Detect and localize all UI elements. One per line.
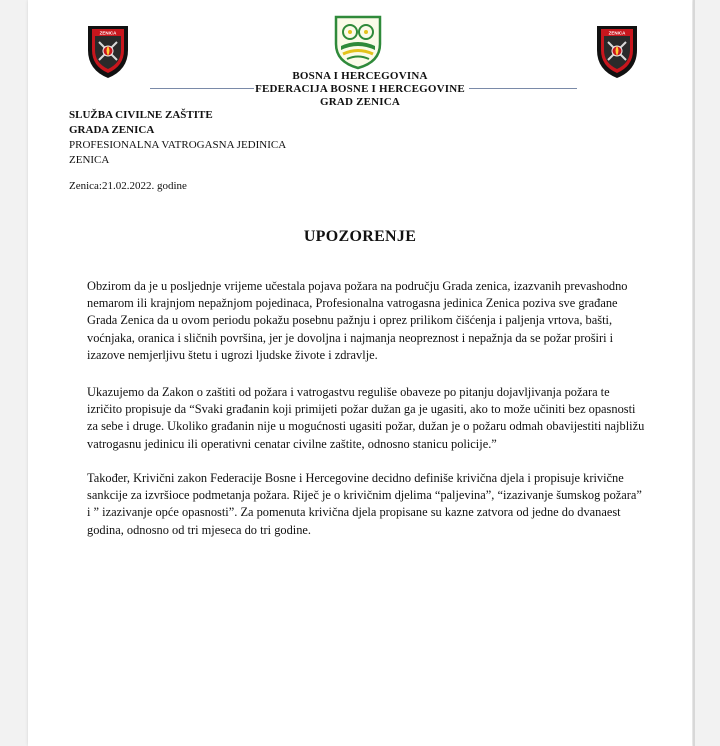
organization-service: SLUŽBA CIVILNE ZAŠTITE bbox=[69, 109, 213, 121]
letterhead-city: GRAD ZENICA bbox=[319, 96, 401, 108]
paragraph-2: Ukazujemo da Zakon o zaštiti od požara i vatrogastvu reguliše obaveze po pitanju dojavljivanja požara te izričito propisuje da “Svaki građanin koji primijeti požar dužan ga je ugasiti, ako to može učiniti bez opasnosti za sebe i druge. Ukoliko građanin nije u mogućnosti ugasiti požar, dužan je o požaru odmah obavijestiti najbližu vatrogasnu jedinicu ili operativni cenatar civilne zaštite, odnosno stanicu policije.” bbox=[87, 385, 645, 451]
organization-city: GRADA ZENICA bbox=[69, 124, 155, 136]
paragraph-1: Obzirom da je u posljednje vrijeme učestala pojava požara na području Grada zenica, izazvanih prevashodno nemarom ili krajnjom nepažnjom pojedinaca, Profesionalna vatrogasna jedinica Zenica poziva sve građane Grada Zenica da u ovom periodu pokažu posebnu pažnju i oprez prilikom čišćenja i paljenja vrtova, bašti, voćnjaka, oranica i sličnih površina, jer je dovoljna i najmanja neopreznost i nepažnja da se požar proširi i izazove nemjerljivu štetu i ugrozi ljudske živote i zdravlje. bbox=[87, 279, 628, 362]
fire-brigade-badge-left bbox=[84, 20, 132, 80]
letterhead bbox=[238, 70, 482, 109]
organization-location: ZENICA bbox=[69, 154, 110, 166]
document-page bbox=[28, 0, 692, 746]
organization-unit: PROFESIONALNA VATROGASNA JEDINICA bbox=[69, 139, 287, 151]
svg-text:ZENICA: ZENICA bbox=[99, 30, 117, 36]
city-crest bbox=[333, 14, 383, 70]
svg-text:ZENICA: ZENICA bbox=[608, 30, 626, 36]
fire-brigade-badge-right bbox=[593, 20, 641, 80]
header-divider-right bbox=[469, 88, 577, 89]
letterhead-country: BOSNA I HERCEGOVINA bbox=[292, 70, 428, 82]
organization-block bbox=[69, 108, 286, 168]
letterhead-federation: FEDERACIJA BOSNE I HERCEGOVINE bbox=[255, 83, 465, 95]
paragraph-3: Također, Krivični zakon Federacije Bosne i Hercegovine decidno definiše krivična djela i propisuje krivične sankcije za izvršioce podmetanja požara. Riječ je o krivičnim djelima “paljevina”, “izazivanje šumskog požara” i ” izazivanje opće opasnosti”. Za pomenuta krivična djela propisane su kazne zatvora od jedne do dvanaest godina, odnosno od tri mjeseca do tri godine. bbox=[87, 471, 642, 537]
document-date: Zenica:21.02.2022. godine bbox=[69, 180, 187, 192]
document-title: UPOZORENJE bbox=[303, 228, 417, 245]
